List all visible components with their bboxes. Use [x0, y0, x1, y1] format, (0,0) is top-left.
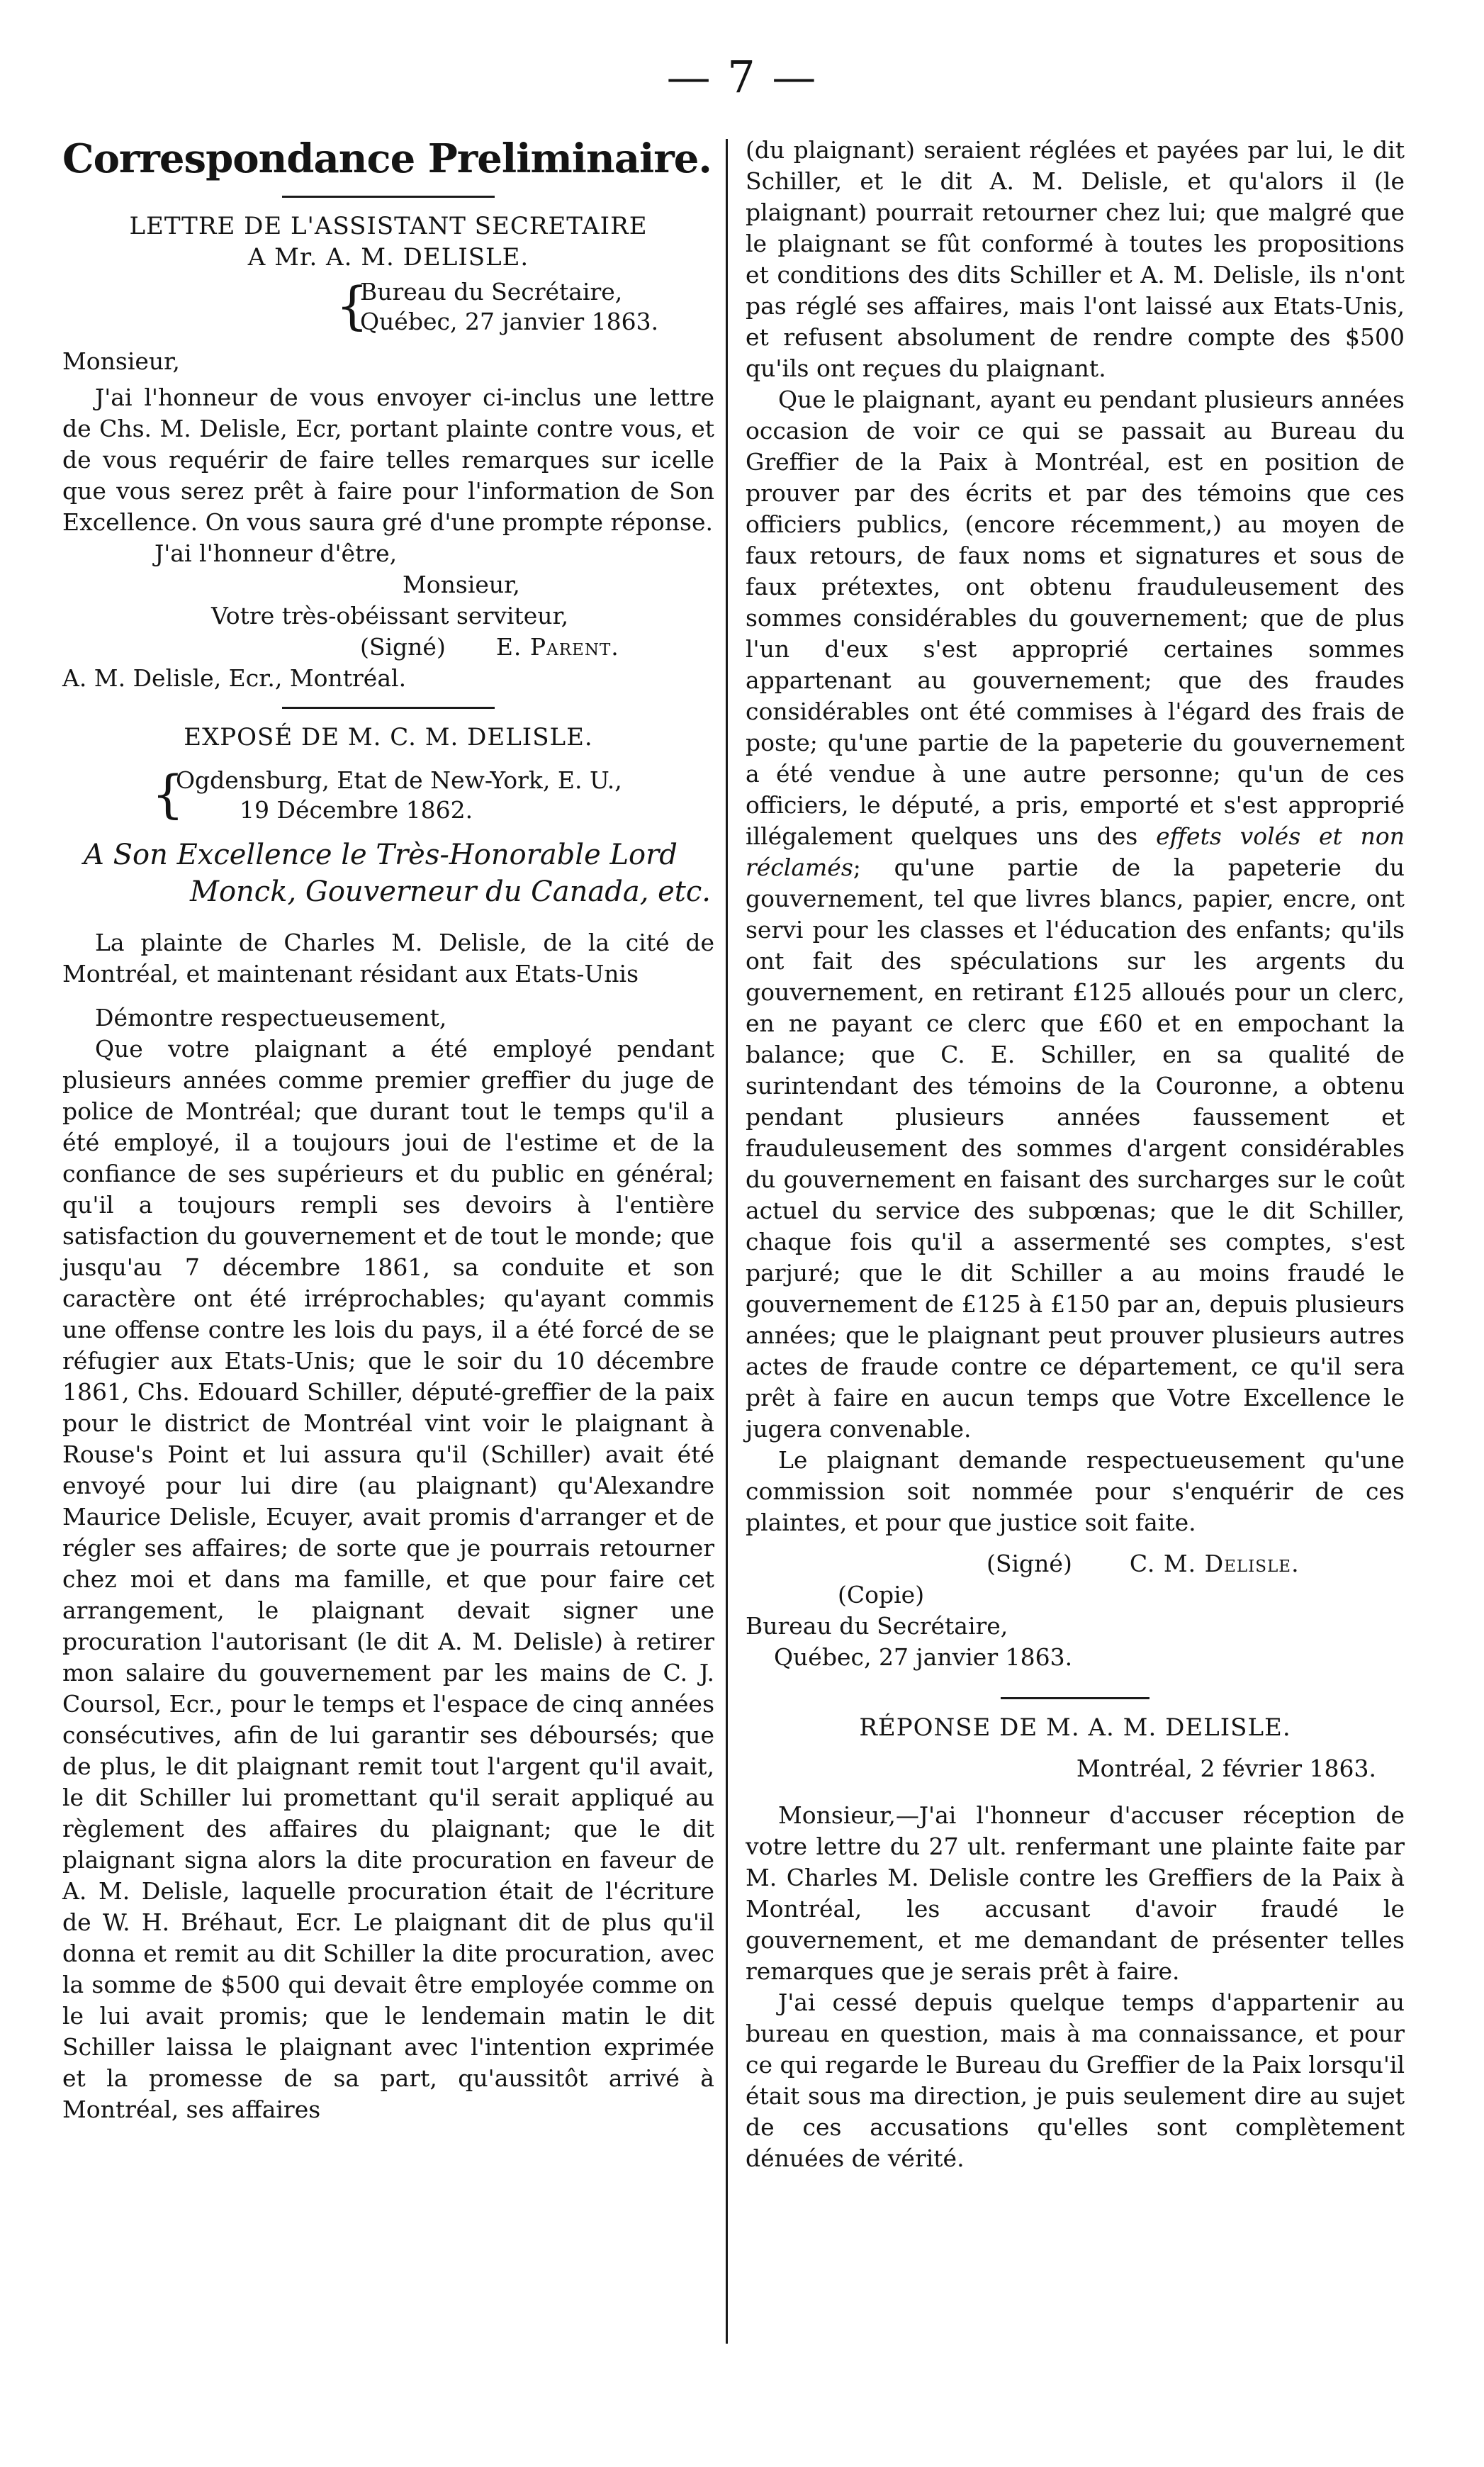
letter-address-line1: Bureau du Secrétaire,	[360, 278, 623, 306]
section-rule	[282, 707, 495, 709]
letter-heading-line1: LETTRE DE L'ASSISTANT SECRETAIRE	[129, 212, 648, 240]
page-number: — 7 —	[666, 51, 818, 103]
signature-line	[62, 632, 714, 663]
salutation: Monsieur,	[62, 347, 180, 375]
closing-line2: Monsieur,	[403, 571, 520, 598]
greffier-text-a: Que le plaignant, ayant eu pendant plusieurs années occasion de voir ce qui se passait au Bureau du Greffier de la Paix à Montréal, est en position de prouver par des écrits et par des témoins que ces officiers publics, (encore récemment,) au moyen de faux retours, de faux noms et signatures et sous de faux prétextes, ont obtenu frauduleusement des sommes considérables du gouvernement; que de plus l'un d'eux s'est approprié certaines sommes appartenant au gouvernement; que des fraudes considérables ont été commises à l'égard des frais de poste; qu'une partie de la papeterie du gouvernement a été vendue à une autre personne; qu'un de ces officiers, le député, a pris, emporté et s'est approprié illégalement quelques uns des	[746, 386, 1405, 850]
greffier-text-b: ; qu'une partie de la papeterie du gouvernement, tel que livres blancs, papier, encre, ont servi pour les classes et l'éducation des enfants; qu'ils ont fait des spéculations sur les argents du gouvernement, en retirant £125 alloués pour un clerc, en ne payant ce clerc que £60 et en empochant la balance; que C. E. Schiller, en sa qualité de surintendant des témoins de la Couronne, a obtenu pendant plusieurs années faussement et frauduleusement des sommes d'argent considérables du gouvernement en faisant des surcharges sur le coût actuel du service des subpœnas; que le dit Schiller, chaque fois qu'il a assermenté ses comptes, s'est parjuré; que le dit Schiller a au moins fraudé le gouvernement de £125 à £150 par an, depuis plusieurs années; que le plaignant peut prouver plusieurs autres actes de fraude contre ce département, ce qu'il sera prêt à faire en aucun temps que Votre Excellence le jugera convenable.	[746, 854, 1405, 1443]
signed-name: E. Parent.	[495, 633, 619, 661]
copy-label: (Copie)	[838, 1581, 925, 1609]
italic-phrase: effets volés et non réclamés	[746, 822, 1405, 881]
copy-line1: Bureau du Secrétaire,	[746, 1612, 1008, 1640]
recipient-line: A. M. Delisle, Ecr., Montréal.	[62, 664, 407, 692]
complaint-signature	[746, 1548, 1405, 1579]
expose-address-line2: 19 Décembre 1862.	[240, 796, 473, 824]
letter-heading-line2: A Mr. A. M. DELISLE.	[247, 243, 529, 272]
addressee	[62, 837, 714, 910]
complaint-continuation: (du plaignant) seraient réglées et payées par lui, le dit Schiller, et le dit A. M. Delisle, et qu'alors il (le plaignant) pourrait retourner chez lui; que malgré que le plaignant se fût conformé à toutes les propositions et conditions des dits Schiller et A. M. Delisle, ils n'ont pas réglé ses affaires, mais l'ont laissé aux Etats-Unis, et refusent absolument de rendre compte des $500 qu'ils ont reçues du plaignant.	[746, 136, 1405, 382]
signed-name-right: C. M. Delisle.	[1129, 1550, 1300, 1577]
closing-line3: Votre très-obéissant serviteur,	[211, 602, 569, 630]
complaint-main-paragraph: Que votre plaignant a été employé pendant plusieurs années comme premier greffier du juge de police de Montréal; que durant tout le temps qu'il a été employé, il a toujours joui de l'estime et de la confiance de ses supérieurs et du public en général; qu'il a toujours rempli ses devoirs à l'entière satisfaction du gouvernement et de tout le monde; que jusqu'au 7 décembre 1861, sa conduite et son caractère ont été irréprochables; qu'ayant commis une offense contre les lois du pays, il a été forcé de se réfugier aux Etats-Unis; que le soir du 10 décembre 1861, Chs. Edouard Schiller, député-greffier de la paix pour le district de Montréal vint voir le plaignant à Rouse's Point et lui assura qu'il (Schiller) avait été envoyé pour lui dire (au plaignant) qu'Alexandre Maurice Delisle, Ecuyer, avait promis d'arranger et de régler ses affaires; de sorte que je pourrais retourner chez moi et dans ma famille, et que pour faire cet arrangement, le plaignant devait signer une procuration l'autorisant (le dit A. M. Delisle) à retirer mon salaire du gouvernement par les mains de C. J. Coursol, Ecr., pour le temps et l'espace de cinq années consécutives, afin de lui garantir ses déboursés; que de plus, le dit plaignant remit tout l'argent qu'il avait, le dit Schiller lui promettant qu'il serait appliqué au règlement des affaires du plaignant; que le dit plaignant signa alors la dite procuration en faveur de A. M. Delisle, laquelle procuration était de l'écriture de W. H. Bréhaut, Ecr. Le plaignant dit de plus qu'il donna et remit au dit Schiller la dite procuration, avec la somme de $500 qui devait être employée comme on le lui avait promis; que le lendemain matin le dit Schiller laissa le plaignant avec l'intention exprimée et la promesse de sa part, qu'aussitôt arrivé à Montréal, ses affaires	[62, 1035, 714, 2123]
brace-glyph: {	[152, 764, 184, 824]
expose-heading: EXPOSÉ DE M. C. M. DELISLE.	[184, 723, 593, 751]
letter-address-block	[336, 276, 714, 338]
request-paragraph: Le plaignant demande respectueusement qu'une commission soit nommée pour s'enquérir de ces plaintes, et pour que justice soit faite.	[746, 1446, 1405, 1536]
reply-paragraph-1: Monsieur,—J'ai l'honneur d'accuser réception de votre lettre du 27 ult. renfermant une plainte faite par M. Charles M. Delisle contre les Greffiers de la Paix à Montréal, les accusant d'avoir fraudé le gouvernement, et me demandant de présenter telles remarques que je serais prêt à faire.	[746, 1801, 1405, 1985]
section-title: Correspondance Preliminaire.	[62, 135, 712, 182]
expose-address-line1: Ogdensburg, Etat de New-York, E. U.,	[176, 766, 622, 794]
letter-body: J'ai l'honneur de vous envoyer ci-inclus une lettre de Chs. M. Delisle, Ecr, portant plainte contre vous, et de vous requérir de faire telles remarques sur icelle que vous serez prêt à faire pour l'information de Son Excellence. On vous saura gré d'une prompte réponse.	[62, 384, 714, 536]
demontre-line: Démontre respectueusement,	[95, 1004, 447, 1031]
reply-heading: RÉPONSE DE M. A. M. DELISLE.	[859, 1713, 1291, 1742]
reply-paragraph-2: J'ai cessé depuis quelque temps d'appartenir au bureau en question, mais à ma connaissance, et pour ce qui regarde le Bureau du Greffier de la Paix lorsqu'il était sous ma direction, je puis seulement dire au sujet de ces accusations qu'elles sont complètement dénuées de vérité.	[746, 1988, 1405, 2172]
reply-place-date: Montréal, 2 février 1863.	[1076, 1755, 1376, 1782]
expose-address-block	[152, 764, 714, 827]
copy-line2: Québec, 27 janvier 1863.	[774, 1643, 1073, 1671]
letter-address-line2: Québec, 27 janvier 1863.	[360, 308, 659, 335]
addressee-line1: A Son Excellence le Très-Honorable Lord	[84, 839, 678, 871]
right-column	[746, 135, 1405, 2174]
signed-label-right: (Signé)	[986, 1550, 1072, 1577]
signed-label: (Signé)	[360, 633, 446, 661]
column-divider	[726, 139, 728, 2344]
addressee-line2: Monck, Gouverneur du Canada, etc.	[190, 876, 711, 908]
reply-rule	[1001, 1697, 1149, 1699]
left-column	[62, 135, 714, 2125]
title-rule	[282, 196, 495, 198]
greffier-paragraph	[746, 384, 1405, 1445]
complaint-intro: La plainte de Charles M. Delisle, de la cité de Montréal, et maintenant résidant aux Etats-Unis	[62, 929, 714, 988]
closing-line1: J'ai l'honneur d'être,	[154, 539, 398, 567]
brace-glyph: {	[336, 276, 369, 335]
